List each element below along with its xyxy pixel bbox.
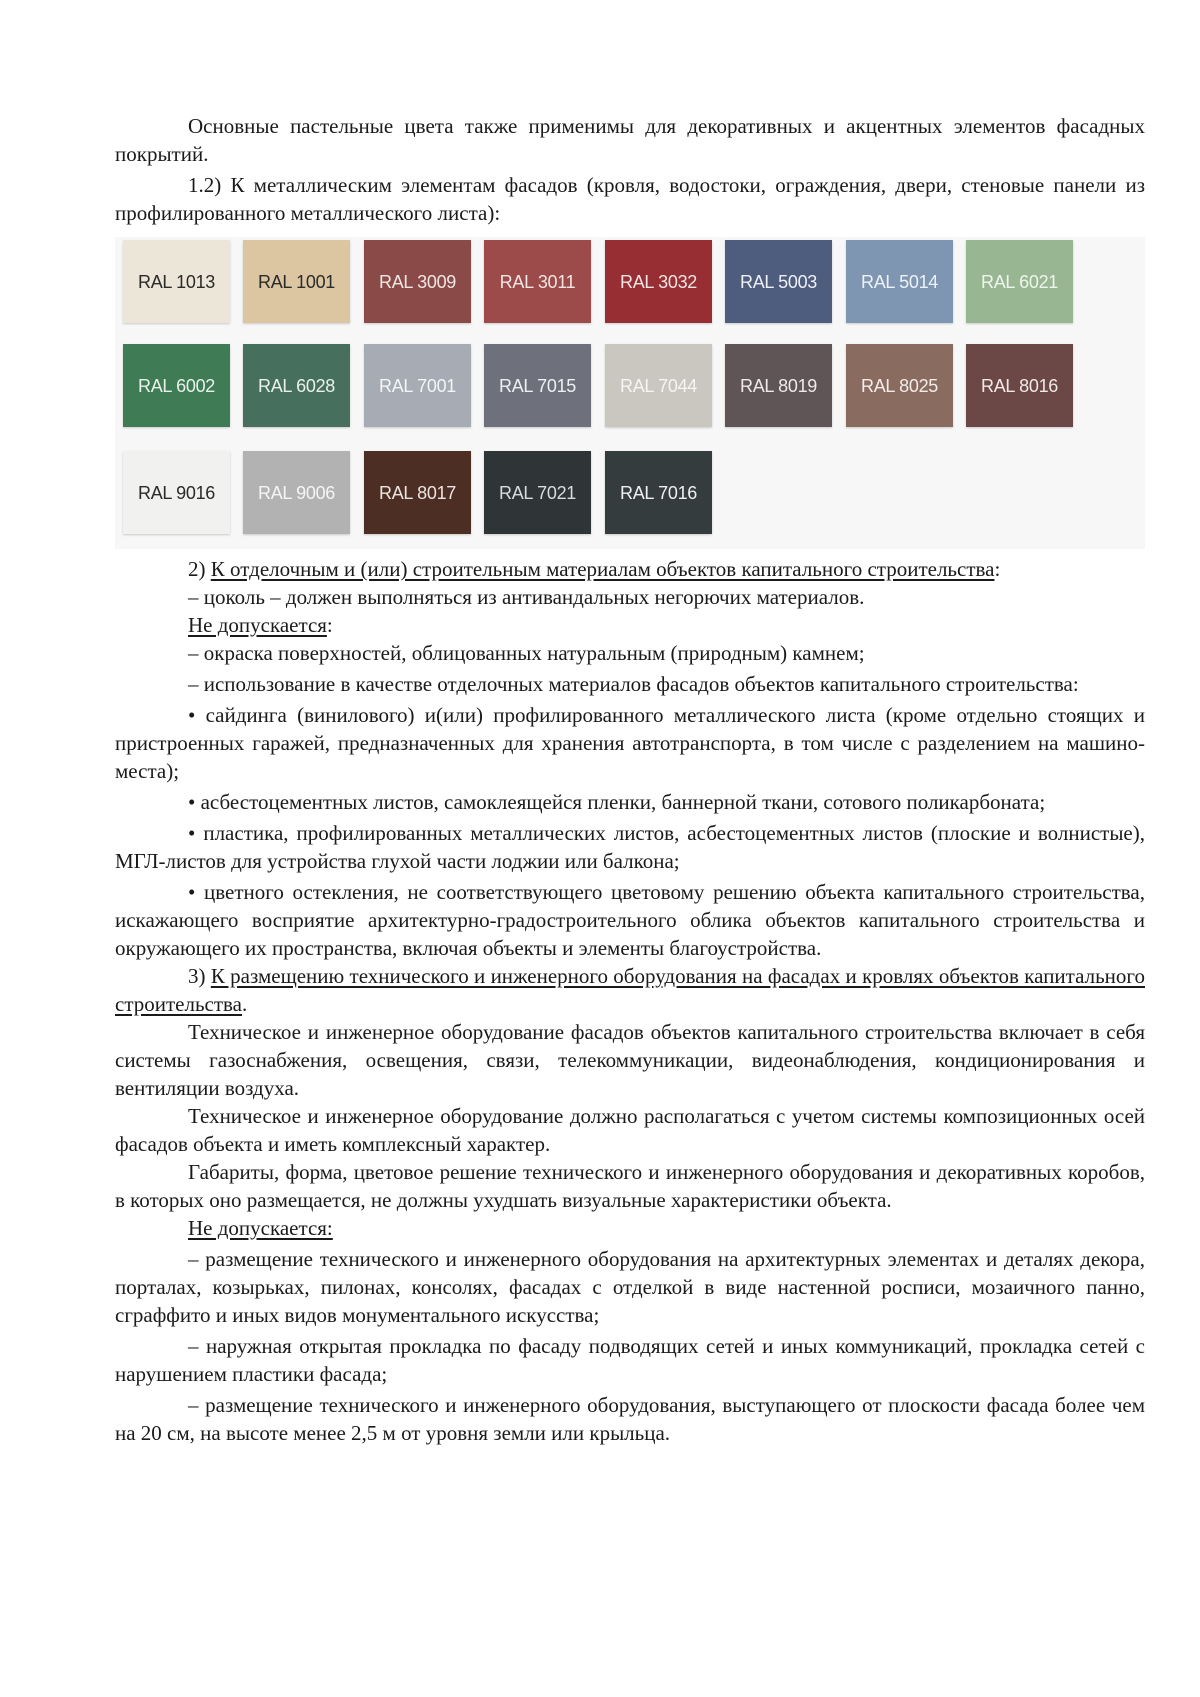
- bullet-icon: •: [188, 790, 196, 814]
- bullet-text: пластика, профилированных металлических листов, асбестоцементных листов (плоские и волнистые), МГЛ-листов для устройства глухой части лоджии или балкона;: [115, 821, 1145, 873]
- paragraph-pastel-colors: Основные пастельные цвета также применимы для декоративных и акцентных элементов фасадных покрытий.: [115, 114, 1145, 166]
- ral-swatch: RAL 8019: [725, 344, 832, 427]
- not-allowed-heading-1: [115, 611, 1145, 639]
- not-allowed-colon-1: :: [326, 613, 333, 637]
- not-allowed-item-materials: – использование в качестве отделочных материалов фасадов объектов капитального строительства:: [188, 672, 1079, 696]
- ral-swatch: RAL 5014: [846, 240, 953, 323]
- section-2-heading: [115, 555, 1145, 583]
- ral-swatch: RAL 8016: [966, 344, 1073, 427]
- not-allowed-item-stone: – окраска поверхностей, облицованных натуральным (природным) камнем;: [188, 641, 865, 665]
- bullet-plastic: [115, 819, 1145, 875]
- not-allowed-heading-2: [115, 1214, 1145, 1242]
- bullet-icon: •: [188, 703, 196, 727]
- ral-swatch: RAL 9016: [123, 451, 230, 534]
- ral-swatch: RAL 3009: [364, 240, 471, 323]
- bullet-text: асбестоцементных листов, самоклеящейся пленки, баннерной ткани, сотового поликарбоната;: [200, 790, 1046, 814]
- bullet-text: цветного остекления, не соответствующего цветовому решению объекта капитального строительства, искажающего восприятие архитектурно-градостроительного облика объектов капитального строительства и окружающего их пространства, включая объекты и элементы благоустройства.: [115, 880, 1146, 960]
- paragraph-metal-elements: 1.2) К металлическим элементам фасадов (кровля, водостоки, ограждения, двери, стеновые панели из профилированного металлического листа):: [115, 173, 1145, 225]
- section-2-title: К отделочным и (или) строительным материалам объектов капитального строительства: [210, 557, 995, 581]
- section-3-heading: [115, 962, 1145, 1018]
- bullet-text: сайдинга (винилового) и(или) профилированного металлического листа (кроме отдельно стоящих и пристроенных гаражей, предназначенных для хранения автотранспорта, в том числе с разделением на машино-места);: [115, 703, 1145, 783]
- ral-swatch: RAL 3011: [484, 240, 591, 323]
- paragraph-tech-equipment-dimensions: Габариты, форма, цветовое решение технического и инженерного оборудования и декоративных коробов, в которых оно размещается, не должны ухудшать визуальные характеристики объекта.: [115, 1160, 1145, 1212]
- section-2-number: 2): [188, 557, 211, 581]
- ral-swatch: RAL 3032: [605, 240, 712, 323]
- not-allowed-label-1: Не допускается: [188, 613, 327, 637]
- ral-color-swatch-grid: [115, 237, 1145, 549]
- ral-swatch: RAL 7021: [484, 451, 591, 534]
- ral-swatch: RAL 1013: [123, 240, 230, 323]
- paragraph-tech-equipment-axes: Техническое и инженерное оборудование должно располагаться с учетом системы композиционных осей фасадов объекта и иметь комплексный характер.: [115, 1104, 1145, 1156]
- bullet-asbestos: [115, 788, 1145, 816]
- item-tsokol: – цоколь – должен выполняться из антивандальных негорючих материалов.: [188, 585, 865, 609]
- ral-swatch: RAL 6021: [966, 240, 1073, 323]
- bullet-glazing: [115, 878, 1145, 962]
- ral-swatch: RAL 7015: [484, 344, 591, 427]
- ral-swatch: RAL 7001: [364, 344, 471, 427]
- not-allowed-label-2: Не допускается:: [188, 1216, 333, 1240]
- ral-swatch: RAL 1001: [243, 240, 350, 323]
- ral-swatch: RAL 8017: [364, 451, 471, 534]
- ral-swatch: RAL 7016: [605, 451, 712, 534]
- not-allowed-item-protruding: – размещение технического и инженерного оборудования, выступающего от плоскости фасада более чем на 20 см, на высоте менее 2,5 м от уровня земли или крыльца.: [115, 1393, 1145, 1445]
- ral-swatch: RAL 6028: [243, 344, 350, 427]
- paragraph-tech-equipment-includes: Техническое и инженерное оборудование фасадов объектов капитального строительства включает в себя системы газоснабжения, освещения, связи, телекоммуникации, видеонаблюдения, кондиционирования и вентиляции воздуха.: [115, 1020, 1145, 1100]
- ral-swatch: RAL 7044: [605, 344, 712, 427]
- not-allowed-item-decor: – размещение технического и инженерного оборудования на архитектурных элементах и деталях декора, порталах, козырьках, пилонах, консолях, фасадах с отделкой в виде настенной росписи, мозаичного панно, сграффито и иных видов монументального искусства;: [115, 1247, 1145, 1327]
- section-3-title: К размещению технического и инженерного оборудования на фасадах и кровлях объектов капитального строительства: [115, 964, 1145, 1016]
- section-2-colon: :: [994, 557, 1001, 581]
- ral-swatch: RAL 6002: [123, 344, 230, 427]
- bullet-siding: [115, 701, 1145, 785]
- not-allowed-item-networks: – наружная открытая прокладка по фасаду подводящих сетей и иных коммуникаций, прокладка сетей с нарушением пластики фасада;: [115, 1334, 1145, 1386]
- bullet-icon: •: [188, 880, 196, 904]
- ral-swatch: RAL 9006: [243, 451, 350, 534]
- ral-swatch: RAL 5003: [725, 240, 832, 323]
- ral-swatch: RAL 8025: [846, 344, 953, 427]
- section-3-number: 3): [188, 964, 211, 988]
- document-page: [115, 112, 1145, 1447]
- section-3-period: .: [242, 992, 248, 1016]
- bullet-icon: •: [188, 821, 196, 845]
